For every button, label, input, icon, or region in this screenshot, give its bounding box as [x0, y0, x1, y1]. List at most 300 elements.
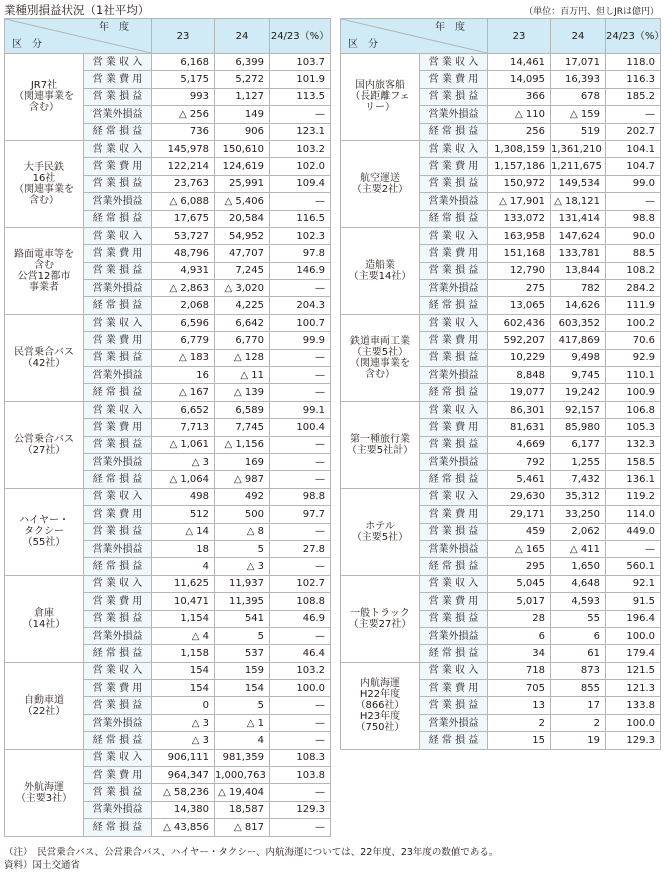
value-24: △ 18,121 — [551, 193, 606, 210]
category-cell — [5, 54, 84, 141]
value-23: 1,158 — [152, 645, 215, 662]
item-label: 営 業 費 用 — [84, 419, 152, 436]
value-23: 718 — [488, 662, 551, 679]
header-year-24: 24 — [215, 19, 270, 54]
value-23: 6,779 — [152, 332, 215, 349]
value-24: 4,225 — [215, 297, 270, 314]
ratio-value: 108.3 — [270, 749, 331, 766]
value-24: 492 — [215, 488, 270, 505]
item-label: 営業外損益 — [84, 627, 152, 644]
item-label: 営 業 損 益 — [84, 349, 152, 366]
ratio-value: 121.5 — [606, 662, 661, 679]
value-24: △ 139 — [215, 384, 270, 401]
value-23: △ 2,863 — [152, 280, 215, 297]
ratio-value: 284.2 — [606, 280, 661, 297]
value-24: 981,359 — [215, 749, 270, 766]
value-24: 603,352 — [551, 314, 606, 331]
ratio-value: 136.1 — [606, 471, 661, 488]
ratio-value: 129.3 — [270, 801, 331, 818]
value-23: 256 — [488, 123, 551, 140]
value-24: 1,255 — [551, 453, 606, 470]
value-23: 6,652 — [152, 401, 215, 418]
ratio-value: 100.4 — [270, 419, 331, 436]
table-row — [341, 314, 661, 331]
item-label: 営 業 損 益 — [84, 436, 152, 453]
category-cell — [341, 488, 420, 575]
ratio-value: — — [270, 367, 331, 384]
item-label: 営 業 費 用 — [420, 680, 488, 697]
value-23: 5,175 — [152, 71, 215, 88]
value-23: △ 14 — [152, 523, 215, 540]
item-label: 営 業 費 用 — [84, 158, 152, 175]
value-24: 1,361,210 — [551, 140, 606, 157]
value-23: 498 — [152, 488, 215, 505]
category-label: （主要5社計） — [346, 444, 414, 456]
ratio-value: 99.0 — [606, 175, 661, 192]
item-label: 経 常 損 益 — [420, 384, 488, 401]
table-header — [341, 19, 661, 54]
item-label: 経 常 損 益 — [420, 558, 488, 575]
category-label: 含む） — [365, 368, 395, 380]
item-label: 営 業 収 入 — [420, 140, 488, 157]
ratio-value: 108.8 — [270, 593, 331, 610]
value-24: △ 3 — [215, 558, 270, 575]
value-23: △ 110 — [488, 106, 551, 123]
item-label: 経 常 損 益 — [420, 297, 488, 314]
value-24: 5 — [215, 627, 270, 644]
ratio-value: 102.0 — [270, 158, 331, 175]
ratio-value: 113.5 — [270, 88, 331, 105]
footnote-note: （注） 民営乗合バス、公営乗合バス、ハイヤー・タクシー、内航海運については、22年度、23年度の数値である。 — [4, 847, 499, 858]
value-24: 5 — [215, 540, 270, 557]
ratio-value: — — [270, 784, 331, 801]
item-label: 営 業 収 入 — [84, 314, 152, 331]
ratio-value: — — [270, 697, 331, 714]
ratio-value: 92.9 — [606, 349, 661, 366]
ratio-value: 105.3 — [606, 419, 661, 436]
item-label: 経 常 損 益 — [84, 123, 152, 140]
category-label: H23年度 — [359, 711, 401, 723]
value-24: △ 8 — [215, 523, 270, 540]
value-24: 85,980 — [551, 419, 606, 436]
item-label: 営 業 収 入 — [84, 140, 152, 157]
ratio-value: 119.2 — [606, 488, 661, 505]
category-label: 路面電車等を — [14, 248, 74, 260]
category-label: 民営乗合バス — [14, 346, 74, 358]
item-label: 営 業 損 益 — [420, 262, 488, 279]
ratio-value: 146.9 — [270, 262, 331, 279]
category-label: JR7社 — [30, 80, 58, 92]
value-23: 81,631 — [488, 419, 551, 436]
item-label: 営 業 収 入 — [84, 488, 152, 505]
value-24: 6,589 — [215, 401, 270, 418]
value-23: 1,154 — [152, 610, 215, 627]
ratio-value: 106.8 — [606, 401, 661, 418]
value-23: 23,763 — [152, 175, 215, 192]
value-24: 17 — [551, 697, 606, 714]
category-label: 造船業 — [365, 259, 395, 271]
table-row — [5, 575, 331, 592]
header-corner — [5, 19, 152, 54]
category-label: 含む） — [29, 102, 59, 114]
value-23: 906,111 — [152, 749, 215, 766]
header-ratio: 24/23（%） — [270, 19, 331, 54]
value-23: 10,471 — [152, 593, 215, 610]
table-row — [341, 54, 661, 71]
value-23: 17,675 — [152, 210, 215, 227]
item-label: 経 常 損 益 — [420, 123, 488, 140]
table-row — [341, 140, 661, 157]
value-24: 33,250 — [551, 506, 606, 523]
category-label: （27社） — [22, 444, 66, 456]
value-23: 151,168 — [488, 245, 551, 262]
item-label: 営 業 収 入 — [420, 488, 488, 505]
ratio-value: — — [270, 523, 331, 540]
table-row — [341, 575, 661, 592]
category-label: ホテル — [365, 520, 395, 532]
item-label: 営 業 収 入 — [84, 575, 152, 592]
category-label: （関連事業を — [14, 91, 74, 103]
item-label: 営 業 費 用 — [420, 419, 488, 436]
table-row — [5, 488, 331, 505]
value-24: 4 — [215, 732, 270, 749]
value-23: △ 3 — [152, 453, 215, 470]
ratio-value: 132.3 — [606, 436, 661, 453]
category-cell — [5, 662, 84, 749]
item-label: 営業外損益 — [84, 193, 152, 210]
ratio-value: 46.4 — [270, 645, 331, 662]
item-label: 営 業 収 入 — [84, 662, 152, 679]
table-header — [5, 19, 331, 54]
item-label: 営 業 損 益 — [420, 697, 488, 714]
category-label: 事業者 — [29, 281, 59, 293]
item-label: 営 業 費 用 — [84, 767, 152, 784]
value-24: 7,745 — [215, 419, 270, 436]
ratio-value: — — [270, 193, 331, 210]
value-23: 5,045 — [488, 575, 551, 592]
value-23: 145,978 — [152, 140, 215, 157]
value-24: 25,991 — [215, 175, 270, 192]
ratio-value: 70.6 — [606, 332, 661, 349]
ratio-value: 100.7 — [270, 314, 331, 331]
category-label: （14社） — [22, 618, 66, 630]
category-label: （55社） — [22, 537, 66, 549]
value-23: △ 58,236 — [152, 784, 215, 801]
value-24: 19 — [551, 732, 606, 749]
value-24: 4,648 — [551, 575, 606, 592]
item-label: 営業外損益 — [84, 714, 152, 731]
item-label: 営 業 損 益 — [84, 175, 152, 192]
category-cell — [5, 140, 84, 227]
ratio-value: 110.1 — [606, 367, 661, 384]
ratio-value: — — [270, 453, 331, 470]
value-24: 61 — [551, 645, 606, 662]
category-label: 自動車道 — [24, 694, 64, 706]
value-23: △ 256 — [152, 106, 215, 123]
value-24: 5 — [215, 697, 270, 714]
ratio-value: 46.9 — [270, 610, 331, 627]
category-label: タクシー — [24, 526, 64, 538]
value-24: △ 1,156 — [215, 436, 270, 453]
value-24: △ 5,406 — [215, 193, 270, 210]
value-24: 154 — [215, 680, 270, 697]
category-label: 国内旅客船 — [355, 80, 405, 92]
value-23: 736 — [152, 123, 215, 140]
value-23: 154 — [152, 662, 215, 679]
value-24: △ 3,020 — [215, 280, 270, 297]
item-label: 営 業 収 入 — [420, 227, 488, 244]
value-24: 417,869 — [551, 332, 606, 349]
value-24: 1,211,675 — [551, 158, 606, 175]
value-24: 537 — [215, 645, 270, 662]
header-ratio: 24/23（%） — [606, 19, 661, 54]
ratio-value: 100.0 — [606, 714, 661, 731]
profit-table-left — [4, 18, 331, 837]
table-row — [341, 401, 661, 418]
value-24: △ 987 — [215, 471, 270, 488]
value-23: 459 — [488, 523, 551, 540]
ratio-value: 449.0 — [606, 523, 661, 540]
ratio-value: — — [606, 106, 661, 123]
ratio-value: 118.0 — [606, 54, 661, 71]
value-23: 512 — [152, 506, 215, 523]
ratio-value: — — [270, 558, 331, 575]
ratio-value: 111.9 — [606, 297, 661, 314]
item-label: 営業外損益 — [84, 106, 152, 123]
ratio-value: 98.8 — [606, 210, 661, 227]
ratio-value: 102.7 — [270, 575, 331, 592]
ratio-value: 100.0 — [270, 680, 331, 697]
item-label: 経 常 損 益 — [84, 558, 152, 575]
value-24: △ 11 — [215, 367, 270, 384]
value-23: 2,068 — [152, 297, 215, 314]
category-label: （主要27社） — [348, 618, 412, 630]
value-24: 131,414 — [551, 210, 606, 227]
value-23: 964,347 — [152, 767, 215, 784]
item-label: 営 業 費 用 — [84, 680, 152, 697]
value-23: 14,461 — [488, 54, 551, 71]
ratio-value: 100.0 — [606, 627, 661, 644]
value-23: 163,958 — [488, 227, 551, 244]
ratio-value: — — [270, 627, 331, 644]
value-24: 873 — [551, 662, 606, 679]
value-23: △ 43,856 — [152, 819, 215, 836]
value-23: 150,972 — [488, 175, 551, 192]
category-label: 16社 — [32, 172, 56, 184]
ratio-value: — — [270, 471, 331, 488]
item-label: 営業外損益 — [420, 193, 488, 210]
value-23: 11,625 — [152, 575, 215, 592]
category-label: 一般トラック — [350, 607, 410, 619]
ratio-value: — — [270, 819, 331, 836]
ratio-value: 109.4 — [270, 175, 331, 192]
table-row — [5, 227, 331, 244]
value-24: 150,610 — [215, 140, 270, 157]
value-23: 295 — [488, 558, 551, 575]
ratio-value: 116.5 — [270, 210, 331, 227]
category-label: （866社） — [355, 700, 405, 712]
item-label: 営業外損益 — [420, 540, 488, 557]
value-23: 602,436 — [488, 314, 551, 331]
ratio-value: 98.8 — [270, 488, 331, 505]
category-label: 含む — [34, 259, 54, 271]
category-label: 倉庫 — [34, 607, 54, 619]
value-23: 10,229 — [488, 349, 551, 366]
ratio-value: — — [270, 384, 331, 401]
value-23: 792 — [488, 453, 551, 470]
item-label: 営 業 損 益 — [84, 784, 152, 801]
category-cell — [5, 749, 84, 836]
table-row — [5, 314, 331, 331]
ratio-value: 103.7 — [270, 54, 331, 71]
item-label: 営 業 損 益 — [420, 436, 488, 453]
category-cell — [341, 54, 420, 141]
item-label: 営 業 費 用 — [84, 332, 152, 349]
table-row — [5, 54, 331, 71]
value-23: 4 — [152, 558, 215, 575]
value-23: 13,065 — [488, 297, 551, 314]
value-24: 4,593 — [551, 593, 606, 610]
value-24: 2,062 — [551, 523, 606, 540]
value-24: 7,432 — [551, 471, 606, 488]
ratio-value: 97.7 — [270, 506, 331, 523]
value-23: 366 — [488, 88, 551, 105]
category-cell — [341, 227, 420, 314]
item-label: 営 業 費 用 — [84, 245, 152, 262]
item-label: 営 業 損 益 — [84, 88, 152, 105]
ratio-value: 133.8 — [606, 697, 661, 714]
value-24: 11,937 — [215, 575, 270, 592]
value-24: 17,071 — [551, 54, 606, 71]
item-label: 営業外損益 — [420, 106, 488, 123]
value-23: 275 — [488, 280, 551, 297]
unit-note: （単位：百万円、但しJRは億円） — [524, 7, 659, 17]
table-row — [341, 227, 661, 244]
category-label: H22年度 — [359, 689, 401, 701]
ratio-value: 101.9 — [270, 71, 331, 88]
header-category-label: 区 分 — [12, 39, 42, 50]
value-24: 159 — [215, 662, 270, 679]
item-label: 営業外損益 — [84, 453, 152, 470]
ratio-value: — — [270, 732, 331, 749]
value-23: △ 6,088 — [152, 193, 215, 210]
value-24: 6 — [551, 627, 606, 644]
value-24: 149 — [215, 106, 270, 123]
value-24: △ 411 — [551, 540, 606, 557]
category-label: 大手民鉄 — [24, 161, 64, 173]
header-year-label: 年 度 — [99, 22, 129, 33]
value-24: 6,399 — [215, 54, 270, 71]
value-24: 13,844 — [551, 262, 606, 279]
item-label: 営業外損益 — [420, 627, 488, 644]
item-label: 営 業 費 用 — [420, 71, 488, 88]
ratio-value: 103.2 — [270, 662, 331, 679]
value-23: 53,727 — [152, 227, 215, 244]
value-24: 54,952 — [215, 227, 270, 244]
value-24: 7,245 — [215, 262, 270, 279]
value-23: 4,931 — [152, 262, 215, 279]
item-label: 営業外損益 — [84, 367, 152, 384]
value-23: △ 165 — [488, 540, 551, 557]
footnote-source: 資料）国土交通省 — [4, 860, 81, 871]
ratio-value: 100.9 — [606, 384, 661, 401]
value-23: 48,796 — [152, 245, 215, 262]
ratio-value: 202.7 — [606, 123, 661, 140]
value-24: 9,498 — [551, 349, 606, 366]
category-cell — [341, 140, 420, 227]
value-24: △ 128 — [215, 349, 270, 366]
ratio-value: 27.8 — [270, 540, 331, 557]
value-23: 19,077 — [488, 384, 551, 401]
item-label: 営 業 収 入 — [420, 314, 488, 331]
value-24: 1,650 — [551, 558, 606, 575]
value-24: 1,000,763 — [215, 767, 270, 784]
item-label: 経 常 損 益 — [84, 645, 152, 662]
item-label: 営業外損益 — [84, 280, 152, 297]
value-24: 169 — [215, 453, 270, 470]
header-year-23: 23 — [152, 19, 215, 54]
value-24: 147,624 — [551, 227, 606, 244]
value-24: 2 — [551, 714, 606, 731]
value-24: 906 — [215, 123, 270, 140]
value-24: 855 — [551, 680, 606, 697]
category-label: リー） — [365, 102, 395, 114]
value-23: 1,157,186 — [488, 158, 551, 175]
value-23: 14,380 — [152, 801, 215, 818]
item-label: 営 業 収 入 — [84, 401, 152, 418]
item-label: 営業外損益 — [84, 540, 152, 557]
category-label: 内航海運 — [360, 678, 400, 690]
category-label: ハイヤー・ — [19, 515, 69, 527]
item-label: 経 常 損 益 — [84, 384, 152, 401]
value-24: 47,707 — [215, 245, 270, 262]
category-cell — [341, 401, 420, 488]
ratio-value: 100.2 — [606, 314, 661, 331]
header-category-label: 区 分 — [348, 39, 378, 50]
value-24: 6,177 — [551, 436, 606, 453]
item-label: 営業外損益 — [420, 714, 488, 731]
ratio-value: 103.2 — [270, 140, 331, 157]
value-23: 705 — [488, 680, 551, 697]
item-label: 営 業 損 益 — [420, 349, 488, 366]
category-label: （主要14社） — [348, 270, 412, 282]
item-label: 営 業 損 益 — [420, 610, 488, 627]
ratio-value: 116.3 — [606, 71, 661, 88]
ratio-value: 108.2 — [606, 262, 661, 279]
ratio-value: 123.1 — [270, 123, 331, 140]
item-label: 営 業 収 入 — [84, 54, 152, 71]
category-cell — [341, 575, 420, 662]
item-label: 経 常 損 益 — [420, 645, 488, 662]
ratio-value: 121.3 — [606, 680, 661, 697]
table-row — [5, 662, 331, 679]
value-24: 35,312 — [551, 488, 606, 505]
item-label: 経 常 損 益 — [420, 732, 488, 749]
ratio-value: 92.1 — [606, 575, 661, 592]
category-cell — [341, 314, 420, 401]
item-label: 営 業 費 用 — [420, 158, 488, 175]
item-label: 営 業 費 用 — [84, 71, 152, 88]
value-24: 1,127 — [215, 88, 270, 105]
value-24: 500 — [215, 506, 270, 523]
value-23: △ 4 — [152, 627, 215, 644]
value-24: 6,770 — [215, 332, 270, 349]
ratio-value: 90.0 — [606, 227, 661, 244]
value-24: 20,584 — [215, 210, 270, 227]
item-label: 営業外損益 — [84, 801, 152, 818]
item-label: 営 業 損 益 — [84, 697, 152, 714]
page-title: 業種別損益状況（1社平均） — [4, 3, 150, 17]
